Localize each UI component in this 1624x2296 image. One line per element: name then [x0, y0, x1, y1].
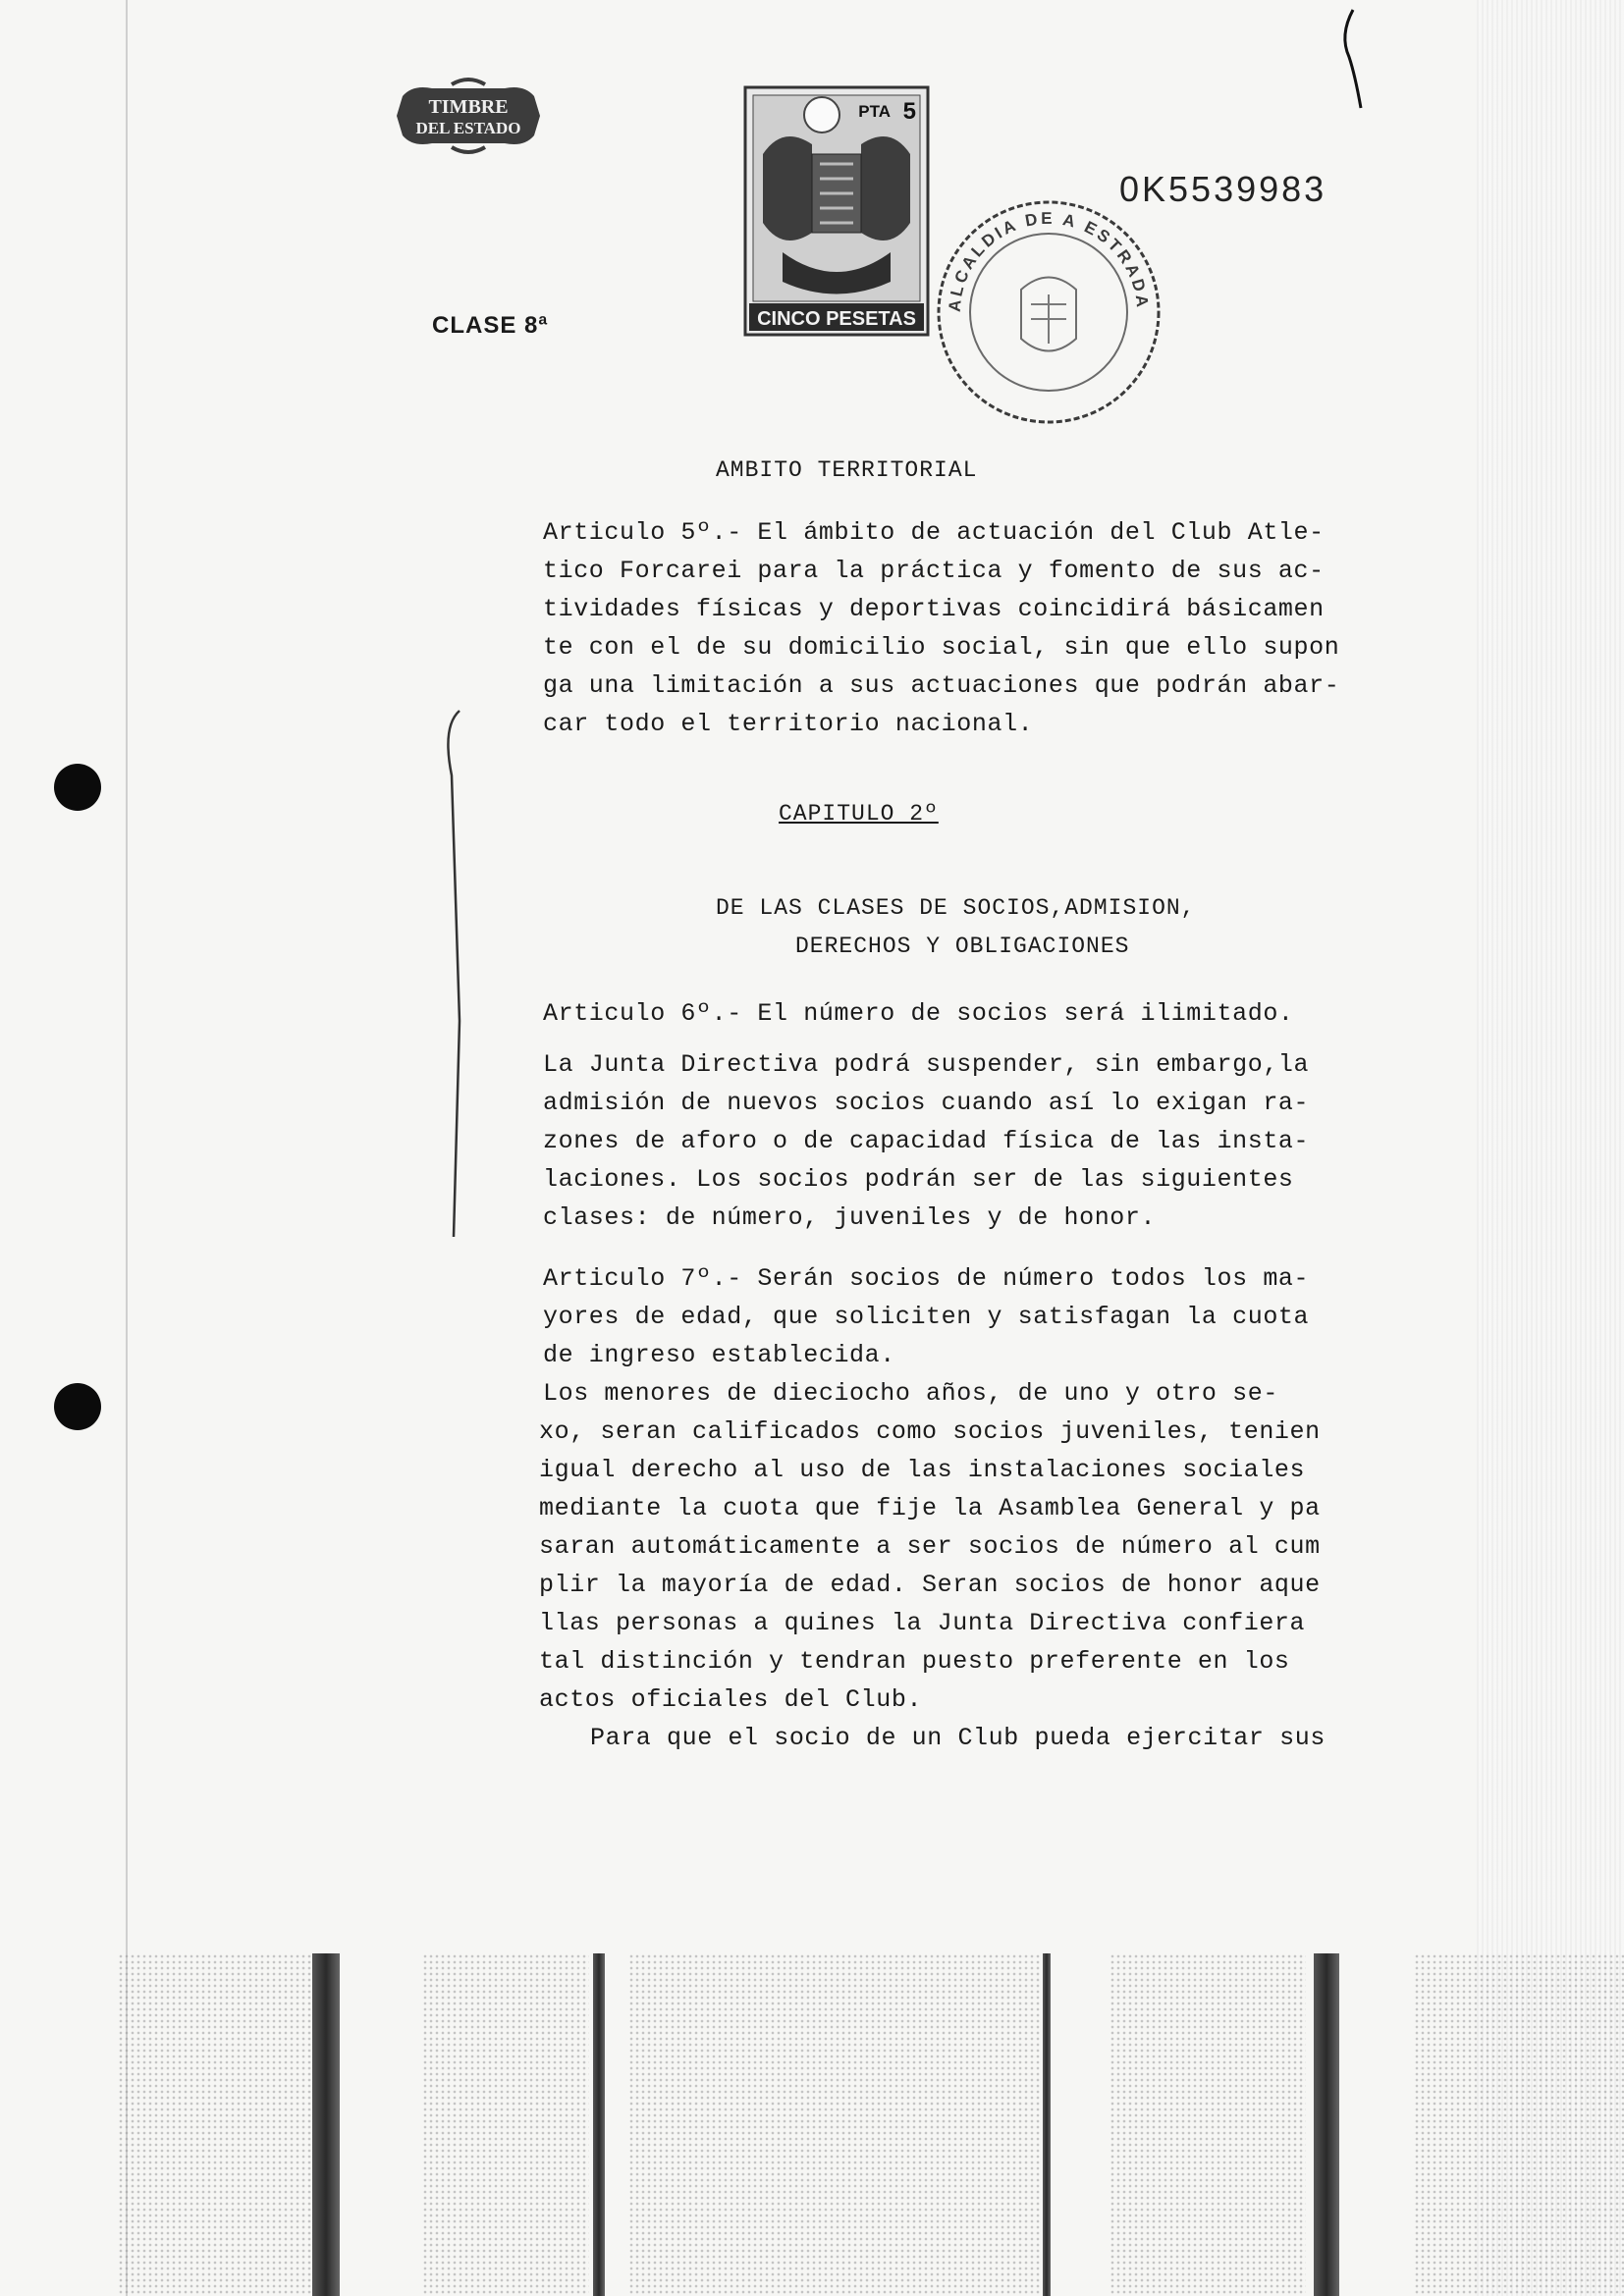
article-6-line: clases: de número, juveniles y de honor. [543, 1203, 1157, 1232]
article-5-line: Articulo 5º.- El ámbito de actuación del Club Atle- [543, 518, 1325, 547]
article-7-line: saran automáticamente a ser socios de número al cum [539, 1532, 1321, 1561]
scan-edge-band [1477, 0, 1624, 2296]
article-7-line: Los menores de dieciocho años, de uno y otro se- [543, 1379, 1278, 1408]
article-5-line: ga una limitación a sus actuaciones que podrán abar- [543, 671, 1340, 700]
margin-pencil-line [440, 707, 469, 1237]
timbre-del-estado-badge [393, 77, 544, 155]
scan-bar [312, 1953, 340, 2296]
article-7-line: Articulo 7º.- Serán socios de número todos los ma- [543, 1264, 1310, 1293]
stamp-value-label: PTA [858, 102, 891, 121]
scan-dots [628, 1953, 1041, 2296]
handwritten-mark [1335, 6, 1365, 114]
article-6-line: laciones. Los socios podrán ser de las siguientes [543, 1165, 1294, 1194]
article-7-line: mediante la cuota que fije la Asamblea General y pa [539, 1494, 1321, 1522]
article-5-line: tividades físicas y deportivas coincidirá básicamen [543, 595, 1325, 623]
stamp-caption: CINCO PESETAS [757, 308, 916, 330]
revenue-stamp [743, 85, 930, 337]
article-6-line: zones de aforo o de capacidad física de las insta- [543, 1127, 1310, 1155]
article-7-line: xo, seran calificados como socios juveniles, tenien [539, 1417, 1321, 1446]
article-5-line: car todo el territorio nacional. [543, 710, 1034, 738]
capitulo-heading: CAPITULO 2º [779, 801, 939, 827]
article-7-line: igual derecho al uso de las instalaciones sociales [539, 1456, 1306, 1484]
clase-label: CLASE 8ª [432, 312, 549, 339]
scan-dots [1110, 1953, 1306, 2296]
timbre-line-1: TIMBRE [428, 96, 509, 118]
scan-bar [1314, 1953, 1339, 2296]
article-5-line: te con el de su domicilio social, sin que ello supon [543, 633, 1340, 662]
scan-dots [118, 1953, 314, 2296]
municipal-seal [933, 196, 1164, 428]
article-7-line: de ingreso establecida. [543, 1341, 895, 1369]
serial-number: 0K5539983 [1119, 169, 1327, 209]
punch-hole-upper [54, 764, 101, 811]
punch-hole-lower [54, 1383, 101, 1430]
stamp-value-number: 5 [902, 98, 916, 125]
scan-artifact-strip [0, 1953, 1624, 2296]
scan-dots [1414, 1953, 1624, 2296]
seal-text: ALCALDIA DE A ESTRADA [945, 208, 1153, 313]
scan-bar [593, 1953, 605, 2296]
margin-rule [126, 0, 128, 2296]
article-7-line: tal distinción y tendran puesto preferente en los [539, 1647, 1290, 1676]
ambito-heading: AMBITO TERRITORIAL [716, 457, 978, 483]
scan-dots [422, 1953, 589, 2296]
article-7-line: plir la mayoría de edad. Seran socios de honor aque [539, 1571, 1321, 1599]
article-6-line: La Junta Directiva podrá suspender, sin embargo,la [543, 1050, 1310, 1079]
timbre-line-2: DEL ESTADO [415, 119, 521, 137]
article-5-line: tico Forcarei para la práctica y fomento de sus ac- [543, 557, 1325, 585]
article-6-line: Articulo 6º.- El número de socios será ilimitado. [543, 999, 1294, 1028]
clases-heading-2: DERECHOS Y OBLIGACIONES [795, 934, 1130, 959]
article-7-line: llas personas a quines la Junta Directiva confiera [539, 1609, 1306, 1637]
clases-heading-1: DE LAS CLASES DE SOCIOS,ADMISION, [716, 895, 1196, 921]
article-6-line: admisión de nuevos socios cuando así lo exigan ra- [543, 1089, 1310, 1117]
article-7-line: Para que el socio de un Club pueda ejercitar sus [590, 1724, 1326, 1752]
article-7-line: yores de edad, que soliciten y satisfagan la cuota [543, 1303, 1310, 1331]
article-7-line: actos oficiales del Club. [539, 1685, 923, 1714]
scan-bar [1043, 1953, 1051, 2296]
